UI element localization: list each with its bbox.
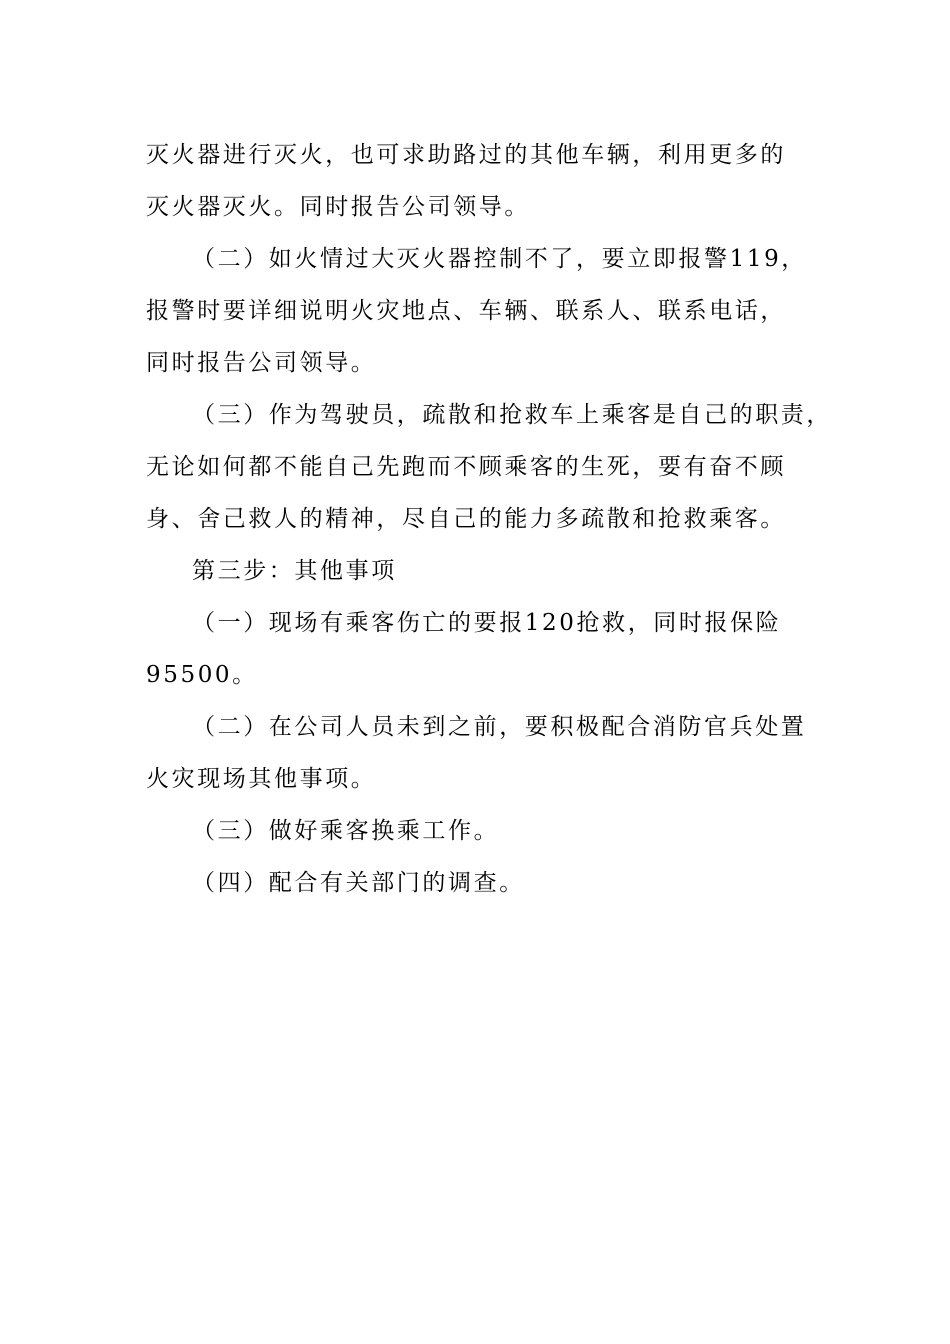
text-line: （四）配合有关部门的调查。 — [192, 870, 525, 896]
text-line: 灭火器进行灭火，也可求助路过的其他车辆，利用更多的 — [146, 142, 786, 168]
text-line: （三）做好乘客换乘工作。 — [192, 818, 500, 844]
text-line: 身、舍己救人的精神，尽自己的能力多疏散和抢救乘客。 — [146, 506, 786, 532]
text-line: （二）如火情过大灭火器控制不了，要立即报警119， — [192, 246, 807, 272]
document-body — [146, 129, 832, 909]
text-line: 第三步：其他事项 — [192, 558, 397, 584]
paragraph-investigation — [146, 857, 811, 909]
paragraph-cooperate-firefighters — [146, 701, 811, 805]
text-line: 同时报告公司领导。 — [146, 350, 377, 376]
text-line: 95500。 — [146, 662, 258, 688]
text-line: 无论如何都不能自己先跑而不顾乘客的生死，要有奋不顾 — [146, 454, 786, 480]
text-line: 灭火器灭火。同时报告公司领导。 — [146, 194, 530, 220]
paragraph-call-119 — [146, 233, 811, 389]
text-line: （三）作为驾驶员，疏散和抢救车上乘客是自己的职责， — [192, 402, 832, 428]
text-line: （二）在公司人员未到之前，要积极配合消防官兵处置 — [192, 714, 807, 740]
paragraph-casualties-120 — [146, 597, 811, 701]
text-line: （一）现场有乘客伤亡的要报120抢救，同时报保险 — [192, 610, 782, 636]
paragraph-transfer-passengers — [146, 805, 811, 857]
paragraph-fire-extinguishing-continued — [146, 129, 811, 233]
paragraph-evacuate-passengers — [146, 389, 832, 545]
text-line: 火灾现场其他事项。 — [146, 766, 377, 792]
text-line: 报警时要详细说明火灾地点、车辆、联系人、联系电话， — [146, 298, 786, 324]
section-heading-step-three — [146, 545, 811, 597]
